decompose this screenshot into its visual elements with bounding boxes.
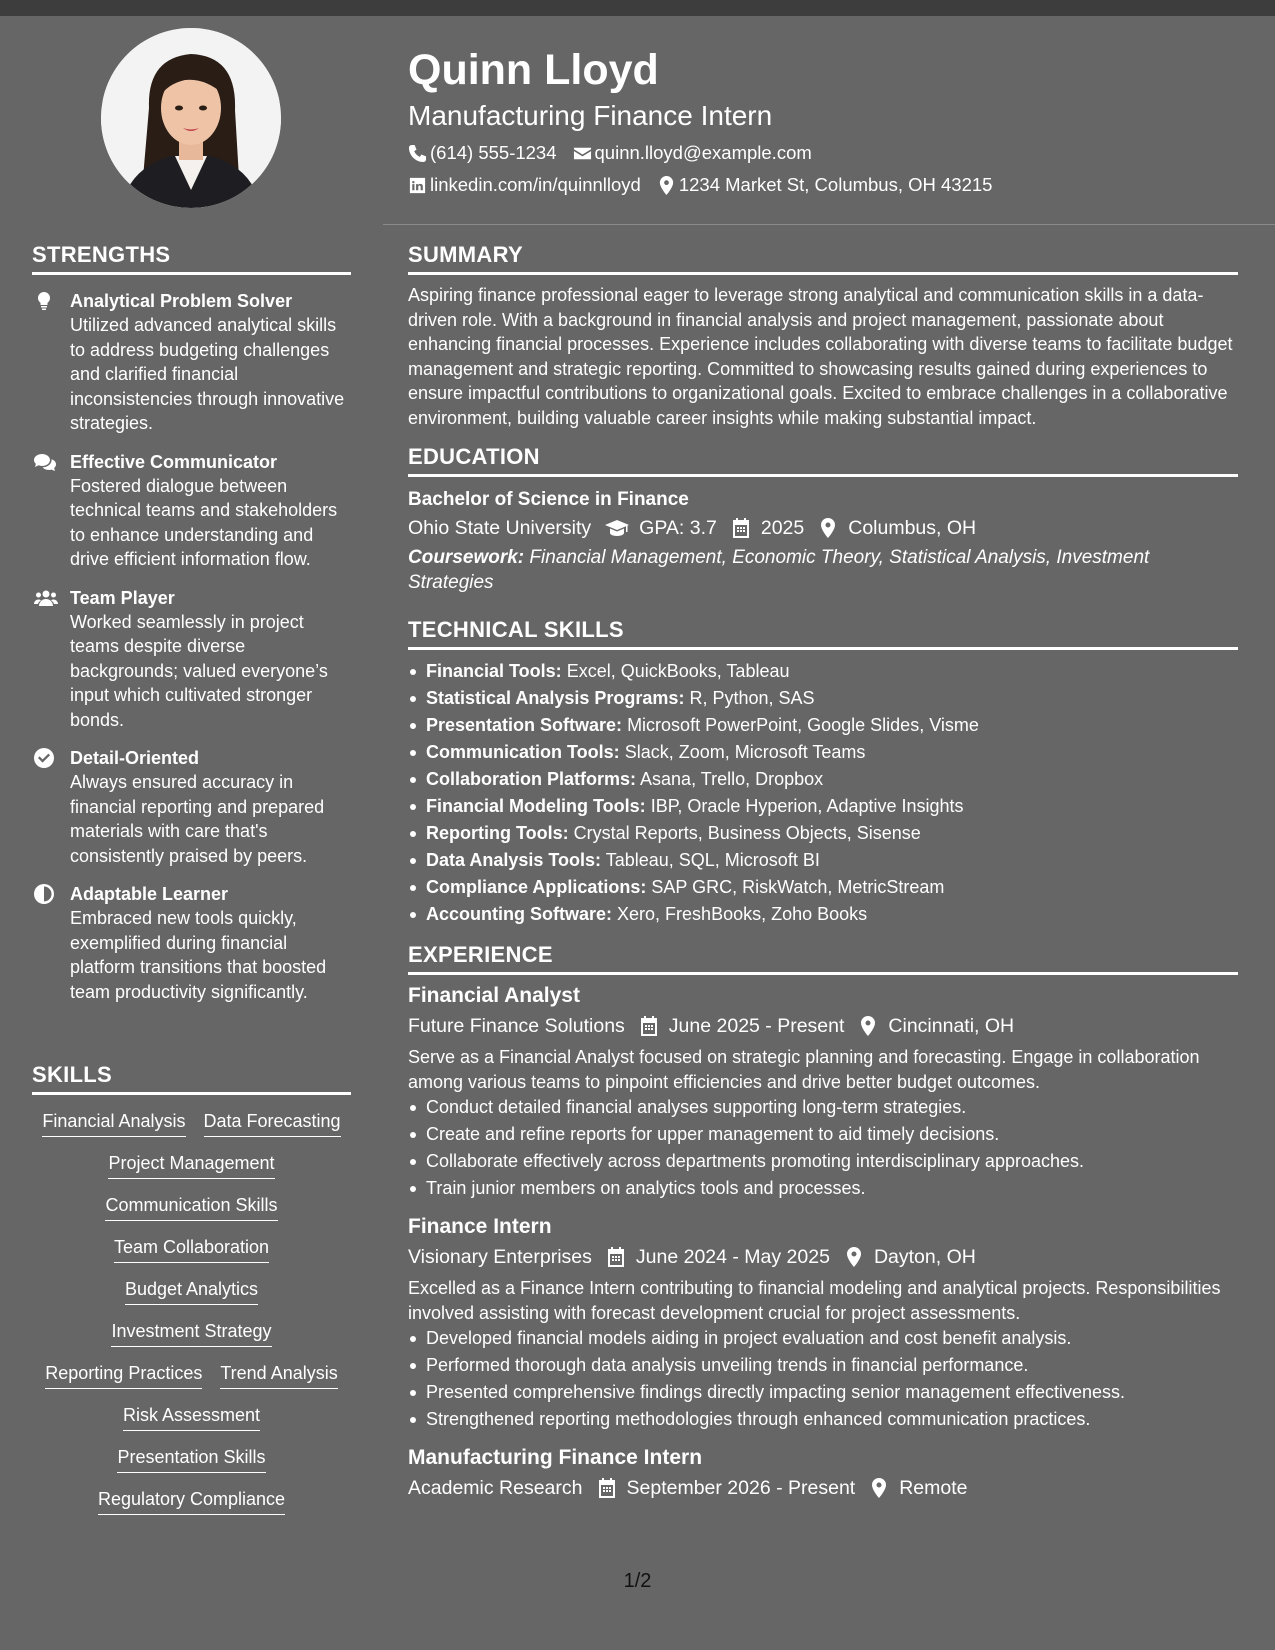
- linkedin-link[interactable]: linkedin.com/in/quinnlloyd: [430, 174, 641, 195]
- skill-tag: Reporting Practices: [45, 1361, 202, 1389]
- job-location: Remote: [899, 1477, 968, 1499]
- skill-tag: Risk Assessment: [123, 1403, 260, 1431]
- technical-skills-title: TECHNICAL SKILLS: [408, 617, 1238, 650]
- calendar-icon: [597, 1478, 617, 1498]
- avatar: [101, 28, 281, 208]
- strength-item: [32, 450, 351, 572]
- list-item: Compliance Applications: SAP GRC, RiskWatch, MetricStream: [408, 874, 1238, 901]
- company-name: Future Finance Solutions: [408, 1015, 625, 1037]
- list-item: Statistical Analysis Programs: R, Python, SAS: [408, 685, 1238, 712]
- skill-tag: Presentation Skills: [117, 1445, 265, 1473]
- job-title: Finance Intern: [408, 1215, 552, 1238]
- phone-number[interactable]: (614) 555-1234: [430, 142, 557, 163]
- skill-tag: Financial Analysis: [42, 1109, 185, 1137]
- map-pin-icon: [844, 1247, 864, 1267]
- profile-photo: [101, 28, 281, 208]
- strength-title: Adaptable Learner: [70, 884, 229, 904]
- address: 1234 Market St, Columbus, OH 43215: [678, 174, 993, 195]
- strength-desc: Fostered dialogue between technical teams and stakeholders to enhance understanding and drive efficient information flow.: [70, 475, 338, 569]
- strength-item: [32, 882, 351, 1004]
- list-item: Data Analysis Tools: Tableau, SQL, Microsoft BI: [408, 847, 1238, 874]
- skills-section: [32, 1062, 351, 1515]
- job-title: Manufacturing Finance Intern: [408, 1446, 703, 1469]
- strength-title: Detail-Oriented: [70, 748, 200, 768]
- skill-tag: Project Management: [108, 1151, 274, 1179]
- list-item: Collaborate effectively across departments promoting interdisciplinary approaches.: [408, 1148, 1238, 1175]
- main-column: [408, 242, 1238, 1503]
- job-entry: [408, 1212, 1238, 1433]
- strengths-title: STRENGTHS: [32, 242, 351, 275]
- list-item: Accounting Software: Xero, FreshBooks, Zoho Books: [408, 901, 1238, 928]
- calendar-icon: [639, 1016, 659, 1036]
- job-bullets: [408, 1325, 1238, 1433]
- strength-item: [32, 746, 351, 868]
- strength-title: Analytical Problem Solver: [70, 291, 293, 311]
- job-meta: [408, 1242, 1238, 1272]
- map-pin-icon: [818, 518, 838, 538]
- strength-item: [32, 289, 351, 436]
- strength-title: Team Player: [70, 587, 175, 608]
- strength-desc: Worked seamlessly in project teams despite diverse backgrounds; valued everyone’s input which cultivated stronger bonds.: [70, 611, 328, 730]
- strength-desc: Utilized advanced analytical skills to address budgeting challenges and clarified financial inconsistencies through innovative strategies.: [70, 315, 345, 433]
- check-circle-icon: [32, 746, 70, 868]
- job-bullets: [408, 1094, 1238, 1202]
- resume-header: [408, 42, 1238, 198]
- skill-tag: Budget Analytics: [125, 1277, 258, 1305]
- strength-desc: Always ensured accuracy in financial reporting and prepared materials with care that's consistently praised by peers.: [70, 772, 325, 866]
- map-pin-icon: [858, 1016, 878, 1036]
- education-title: EDUCATION: [408, 444, 1238, 477]
- users-icon: [32, 586, 70, 733]
- company-name: Academic Research: [408, 1477, 583, 1499]
- page-number: 1/2: [623, 1570, 652, 1592]
- list-item: Financial Modeling Tools: IBP, Oracle Hyperion, Adaptive Insights: [408, 793, 1238, 820]
- list-item: Reporting Tools: Crystal Reports, Business Objects, Sisense: [408, 820, 1238, 847]
- education-location: Columbus, OH: [848, 517, 977, 539]
- job-location: Cincinnati, OH: [888, 1015, 1015, 1037]
- coursework-label: Coursework:: [408, 547, 525, 568]
- top-bar: [0, 0, 1275, 16]
- list-item: Communication Tools: Slack, Zoom, Microsoft Teams: [408, 739, 1238, 766]
- calendar-icon: [606, 1247, 626, 1267]
- list-item: Developed financial models aiding in project evaluation and cost benefit analysis.: [408, 1325, 1238, 1352]
- education-meta: [408, 513, 1238, 543]
- skill-tag: Data Forecasting: [204, 1109, 341, 1137]
- map-pin-icon: [657, 176, 676, 195]
- technical-skills-list: [408, 658, 1238, 928]
- school-name: Ohio State University: [408, 517, 592, 539]
- list-item: Performed thorough data analysis unveiling trends in financial performance.: [408, 1352, 1238, 1379]
- strength-title: Effective Communicator: [70, 451, 278, 472]
- contact-line: [408, 140, 1238, 166]
- job-entry: [408, 981, 1238, 1202]
- list-item: Presentation Software: Microsoft PowerPoint, Google Slides, Visme: [408, 712, 1238, 739]
- coursework-list: Financial Management, Economic Theory, Statistical Analysis, Investment Strategies: [408, 547, 1150, 593]
- summary-title: SUMMARY: [408, 242, 1238, 275]
- job-meta: [408, 1473, 1238, 1503]
- job-dates: June 2025 - Present: [668, 1015, 845, 1037]
- job-location: Dayton, OH: [873, 1246, 976, 1268]
- job-entry: [408, 1443, 1238, 1503]
- list-item: Collaboration Platforms: Asana, Trello, Dropbox: [408, 766, 1238, 793]
- strength-item: [32, 586, 351, 733]
- skill-tag: Investment Strategy: [111, 1319, 271, 1347]
- gpa: GPA: 3.7: [639, 517, 717, 539]
- phone-icon: [408, 144, 427, 163]
- lightbulb-icon: [32, 289, 70, 436]
- skills-title: SKILLS: [32, 1062, 351, 1095]
- email-link[interactable]: quinn.lloyd@example.com: [594, 142, 812, 163]
- list-item: Train junior members on analytics tools and processes.: [408, 1175, 1238, 1202]
- comments-icon: [32, 450, 70, 572]
- coursework: [408, 545, 1238, 595]
- contact-line: [408, 172, 1238, 198]
- half-circle-icon: [32, 882, 70, 1004]
- header-divider: [383, 224, 1275, 225]
- skill-tag: Team Collaboration: [114, 1235, 269, 1263]
- experience-title: EXPERIENCE: [408, 942, 1238, 975]
- strength-desc: Embraced new tools quickly, exemplified during financial platform transitions that boosted team productivity significantly.: [70, 908, 327, 1002]
- job-description: Serve as a Financial Analyst focused on strategic planning and forecasting. Engage in collaboration among various teams to pinpoint efficiencies and drive better budget outcomes.: [408, 1047, 1200, 1092]
- candidate-title: Manufacturing Finance Intern: [408, 100, 773, 131]
- job-meta: [408, 1011, 1238, 1041]
- graduation-year: 2025: [760, 517, 805, 539]
- degree: Bachelor of Science in Finance: [408, 489, 689, 510]
- list-item: Conduct detailed financial analyses supporting long-term strategies.: [408, 1094, 1238, 1121]
- skill-tag: Trend Analysis: [220, 1361, 337, 1389]
- strengths-section: [32, 242, 351, 1004]
- list-item: Strengthened reporting methodologies through enhanced communication practices.: [408, 1406, 1238, 1433]
- skill-tag: Communication Skills: [105, 1193, 277, 1221]
- envelope-icon: [573, 144, 592, 163]
- job-title: Financial Analyst: [408, 984, 580, 1007]
- calendar-icon: [731, 518, 751, 538]
- skill-tag: Regulatory Compliance: [98, 1487, 285, 1515]
- list-item: Presented comprehensive findings directly impacting senior management effectiveness.: [408, 1379, 1238, 1406]
- list-item: Create and refine reports for upper management to aid timely decisions.: [408, 1121, 1238, 1148]
- map-pin-icon: [869, 1478, 889, 1498]
- linkedin-icon: [408, 176, 427, 195]
- list-item: Financial Tools: Excel, QuickBooks, Tableau: [408, 658, 1238, 685]
- job-dates: September 2026 - Present: [626, 1477, 856, 1499]
- summary-text: Aspiring finance professional eager to leverage strong analytical and communication skills in a data-driven role. With a background in financial analysis and project management, passionate about enhancing financial processes. Experience includes collaborating with diverse teams to facilitate budget management and strategic reporting. Committed to showcasing results gained during experiences to ensure impactful contributions to organizational goals. Excited to embrace challenges in a collaborative environment, building valuable career insights while making substantial impact.: [408, 285, 1233, 428]
- job-description: Excelled as a Finance Intern contributing to financial modeling and analytical projects. Responsibilities involved assisting with forecast development crucial for project assessments.: [408, 1278, 1221, 1323]
- graduation-cap-icon: [605, 518, 629, 538]
- candidate-name: Quinn Lloyd: [408, 46, 659, 94]
- company-name: Visionary Enterprises: [408, 1246, 592, 1268]
- job-dates: June 2024 - May 2025: [635, 1246, 830, 1268]
